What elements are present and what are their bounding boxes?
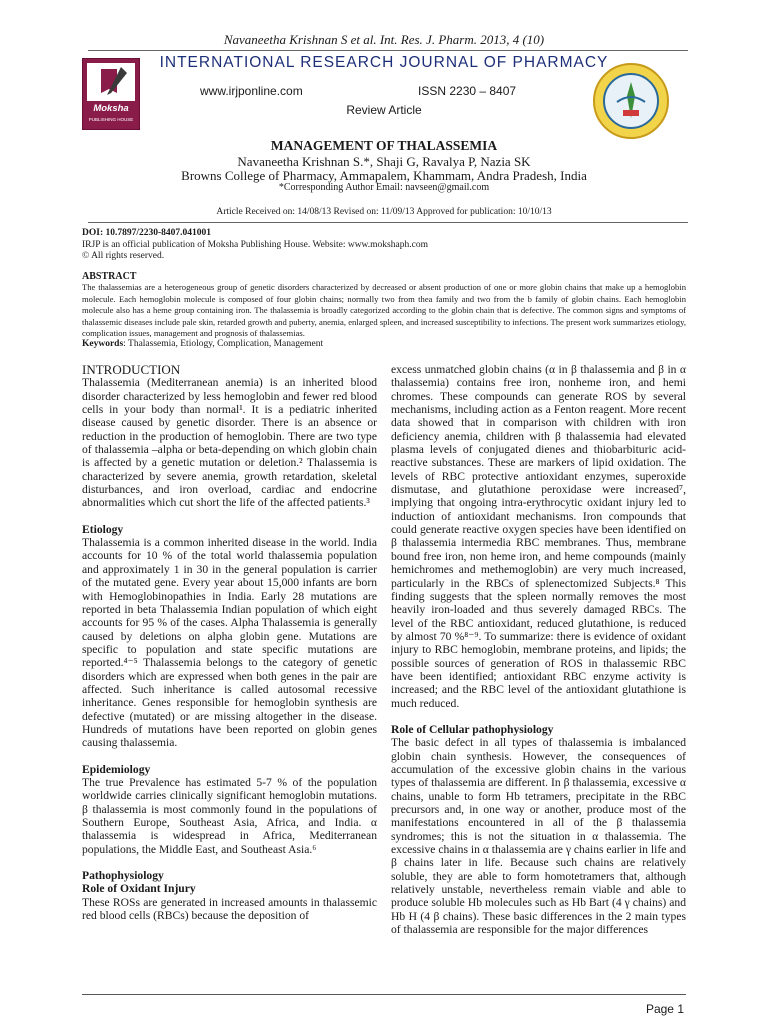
publisher-note: IRJP is an official publication of Moksha Publishing House. Website: www.mokshaph.com bbox=[82, 240, 428, 250]
abstract-text: The thalassemias are a heterogeneous group of genetic disorders characterized by decreased or absent production of one or more globin chains that make up a hemoglobin molecule. Each hemoglobin molecule is composed of four globin chains; normally two from thea family and two from the b family of globin chains. Each hemoglobin molecule also has a heme group containing iron. The thalassemia is broadly categorized according to the globin chain that is defective. The common signs and symptoms of thalassemic diseases include pale skin, retarded growth and puberty, anemia, enlarged spleen, and increased susceptibility to infections. The present work summarizes etiology, complication issues, management and prognosis of thalassemias. bbox=[82, 282, 686, 338]
intro-text: Thalassemia (Mediterranean anemia) is an inherited blood disorder characterized by less hemoglobin and fewer red blood cells in your body than normal¹. It is a pediatric inherited disease caused by genetic disorder. There is an absence or reduction in the production of hemoglobin. There are two type of thalassemia –alpha or beta-depending on which globin chain is affected by a genetic mutation or deletion.² Thalassemia is characterized by severe anemia, growth retardation, skeletal disturbances, and iron overload, cardiac and endocrine abnormalities which cut short the life of the affected patients.³ bbox=[82, 376, 377, 510]
intro-heading: INTRODUCTION bbox=[82, 362, 181, 377]
logo-label: Moksha bbox=[93, 103, 129, 114]
rights-note: © All rights reserved. bbox=[82, 251, 165, 261]
journal-issn: ISSN 2230 – 8407 bbox=[418, 84, 517, 98]
page-number: Page 1 bbox=[645, 1002, 684, 1016]
oxidant-injury-text: These ROSs are generated in increased amounts in thalassemic red blood cells (RBCs) because the deposition of bbox=[82, 895, 377, 923]
keywords-list: : Thalassemia, Etiology, Complication, Management bbox=[123, 339, 324, 349]
article-dates: Article Received on: 14/08/13 Revised on: 11/09/13 Approved for publication: 10/10/13 bbox=[216, 207, 552, 217]
corresponding-author: *Corresponding Author Email: navseen@gmail.com bbox=[278, 182, 490, 193]
etiology-text: Thalassemia is a common inherited disease in the world. India accounts for 10 % of the total world thalassemia population and approximately 1 in 30 in the general population is carrier of the mutated gene. Every year about 15,000 infants are born with Hemoglobinopathies in India. Early 28 mutations are reported in beta Thalassemia Indian population of which eight accounts for 95 % of the cases. Alpha Thalassemia is generally caused by deletions on alpha globin gene. Mutations are specific to population and state specific mutations are reported.⁴⁻⁵ Thalassemia belongs to the category of genetic disorders which are expressed when both genes in the pair are affected. Such inheritance is called autosomal recessive inheritance. Genes responsible for hemoglobin synthesis are defective (mutated) or are missing altogether in the disease. Hundreds of mutations have been reported on globin genes causing thalassemia. bbox=[82, 536, 377, 750]
keywords-label: Keywords bbox=[82, 339, 124, 349]
logo-sublabel: PUBLISHING HOUSE bbox=[88, 117, 134, 122]
journal-website[interactable]: www.irjponline.com bbox=[200, 84, 303, 98]
oxidant-injury-continued: excess unmatched globin chains (α in β thalassemia and β in α thalassemia) contains free iron, nonheme iron, and hemi chromes. These compounds can generate ROS by several mechanisms, including action as a Fenton reagent. More recent data showed that in comparison with children with iron deficiency anemia, children with β thalassemia had elevated plasma levels of conjugated dienes and thiobarbituric acid-reactive substances. These are markers of lipid oxidation. The levels of RBC protective antioxidant enzymes, superoxide dismutase, and glutathione peroxidase were increased⁷, implying that ongoing intra-erythrocytic oxidant injury led to induction of antioxidant mechanisms. Iron compounds that could generate reactive oxygen species have been identified on β thalassemia intermedia RBC membranes. Thus, membrane bound free iron, non heme iron, and heme compounds (mainly hemichromes and methemoglobin) are very much increased, particularly in the RBCs of splenectomized Subjects.⁸ This finding suggests that the spleen normally removes the most heavily iron-loaded and thus severely damaged RBCs. The level of the RBC antioxidant, reduced glutathione, is reduced by almost 70 %⁸⁻⁹. To summarize: there is evidence of oxidant injury to RBC hemoglobin, membrane proteins, and lipids; the possible sources of generation of ROS in thalassemic RBC have been identified; antioxidant RBC enzyme activity is increased; and the RBC level of the antioxidant glutathione is much reduced. bbox=[391, 363, 686, 710]
cellular-pathophysiology-heading: Role of Cellular pathophysiology bbox=[391, 722, 554, 736]
epidemiology-text: The true Prevalence has estimated 5-7 % of the population worldwide carries clinically significant hemoglobin mutations. β thalassemia is most commonly found in the populations of Southern Europe, Southeast Asia, Africa, and India. α thalassemia is widespread in Africa, Mediterranean populations, the Middle East, and Southeast Asia.⁶ bbox=[82, 775, 377, 856]
article-type: Review Article bbox=[346, 103, 422, 117]
keywords bbox=[82, 339, 686, 349]
footer-rule bbox=[82, 994, 686, 995]
article-authors: Navaneetha Krishnan S.*, Shaji G, Ravalya P, Nazia SK bbox=[237, 154, 531, 169]
header-rule-bottom bbox=[88, 222, 688, 223]
right-column bbox=[391, 363, 686, 936]
journal-seal-icon bbox=[592, 62, 670, 140]
article-affiliation: Browns College of Pharmacy, Ammapalem, Khammam, Andra Pradesh, India bbox=[181, 168, 587, 183]
article-doi: DOI: 10.7897/2230-8407.041001 bbox=[82, 228, 212, 238]
header-rule-top bbox=[88, 50, 688, 51]
pathophysiology-heading: Pathophysiology bbox=[82, 869, 164, 883]
abstract-heading: ABSTRACT bbox=[82, 271, 137, 282]
cellular-pathophysiology-text: The basic defect in all types of thalassemia is imbalanced globin chain synthesis. However, the consequences of accumulation of the excessive globin chains in the various types of thalassemia are different. In β thalassemia, excessive α chains, unable to form Hb tetramers, precipitate in the RBC precursors and, in one way or another, produce most of the manifestations encountered in all of the β thalassemia syndromes; this is not the situation in α thalassemia. The excessive chains in α thalassemia are γ chains earlier in life and β chains later in life. Because such chains are relatively soluble, they are able to form homotetramers that, although relatively unstable, nevertheless remain viable and able to produce soluble Hb molecules such as Hb Bart (4 γ chains) and Hb H (4 β chains). These basic differences in the 2 main types of thalassemia are responsible for the major differences bbox=[391, 736, 686, 937]
etiology-heading: Etiology bbox=[82, 522, 124, 536]
epidemiology-heading: Epidemiology bbox=[82, 762, 151, 776]
running-head: Navaneetha Krishnan S et al. Int. Res. J. Pharm. 2013, 4 (10) bbox=[223, 32, 545, 47]
article-title: MANAGEMENT OF THALASSEMIA bbox=[270, 138, 498, 153]
journal-name: INTERNATIONAL RESEARCH JOURNAL OF PHARMACY bbox=[159, 54, 609, 71]
left-column bbox=[82, 363, 377, 922]
oxidant-injury-heading: Role of Oxidant Injury bbox=[82, 882, 196, 896]
